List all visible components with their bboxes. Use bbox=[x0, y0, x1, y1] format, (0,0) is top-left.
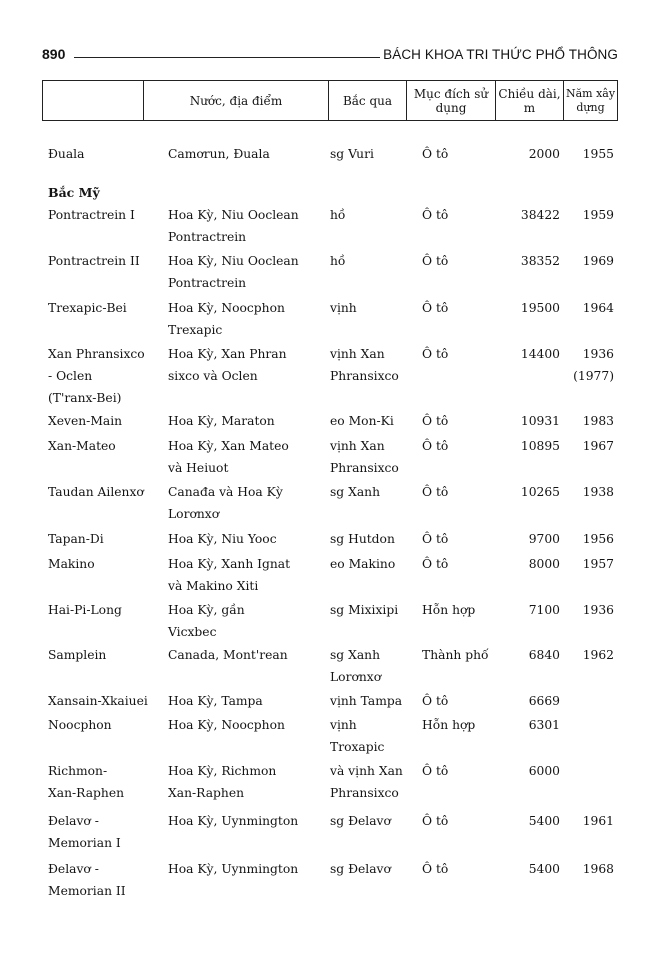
cell-length bbox=[529, 553, 560, 575]
cell-length bbox=[521, 297, 560, 319]
cell-length-line: 10931 bbox=[520, 414, 560, 428]
cell-year-line: (1977) bbox=[573, 369, 614, 383]
cell-name bbox=[48, 250, 140, 272]
cell-over-line: Lorơnxơ bbox=[330, 670, 382, 684]
cell-year bbox=[583, 143, 614, 165]
cell-length-line: 5400 bbox=[528, 814, 560, 828]
cell-year bbox=[583, 599, 614, 621]
cell-over-line: vịnh bbox=[330, 718, 357, 732]
cell-year-line: 1968 bbox=[582, 862, 614, 876]
cell-year bbox=[583, 204, 614, 226]
cell-over-line: sg Xanh bbox=[330, 485, 381, 499]
cell-name-line: Xan-Mateo bbox=[48, 439, 116, 453]
cell-place bbox=[168, 481, 283, 525]
cell-place-line: Lorơnxơ bbox=[168, 507, 220, 521]
cell-use-line: Hỗn hợp bbox=[422, 603, 476, 617]
cell-year-line: 1936 bbox=[582, 603, 614, 617]
cell-length bbox=[529, 599, 560, 621]
cell-length bbox=[521, 435, 560, 457]
cell-use bbox=[422, 410, 448, 432]
cell-use-line: Ô tô bbox=[422, 557, 449, 571]
column-header-year: Năm xây dựng bbox=[563, 81, 617, 120]
cell-length-line: 6000 bbox=[528, 764, 560, 778]
cell-year-line: 1967 bbox=[582, 439, 614, 453]
cell-over-line: sg Mixixipi bbox=[330, 603, 399, 617]
cell-length bbox=[529, 858, 560, 880]
cell-place-line: Trexapic bbox=[168, 323, 223, 337]
cell-over bbox=[330, 599, 398, 621]
cell-over-line: vịnh Tampa bbox=[330, 694, 403, 708]
cell-place bbox=[168, 599, 245, 643]
cell-length bbox=[521, 410, 560, 432]
cell-over-line: hồ bbox=[330, 254, 346, 268]
cell-name bbox=[48, 690, 148, 712]
cell-name-line: Hai-Pi-Long bbox=[48, 603, 122, 617]
cell-length bbox=[529, 760, 560, 782]
cell-place-line: Hoa Kỳ, Xanh Ignat bbox=[168, 557, 291, 571]
cell-name-line: (T'ranx-Bei) bbox=[48, 391, 122, 405]
cell-use-line: Ô tô bbox=[422, 254, 449, 268]
cell-use bbox=[422, 435, 448, 457]
cell-place bbox=[168, 644, 288, 666]
cell-over bbox=[330, 481, 380, 503]
cell-length-line: 8000 bbox=[528, 557, 560, 571]
cell-length bbox=[529, 810, 560, 832]
cell-name-line: Pontractrein II bbox=[48, 254, 140, 268]
cell-place-line: và Makino Xiti bbox=[168, 579, 259, 593]
cell-name-line: Xeven-Main bbox=[48, 414, 123, 428]
cell-over bbox=[330, 204, 345, 226]
cell-over-line: hồ bbox=[330, 208, 346, 222]
cell-use-line: Thành phố bbox=[422, 648, 489, 662]
cell-over bbox=[330, 690, 402, 712]
cell-place bbox=[168, 810, 298, 832]
cell-length bbox=[521, 343, 560, 365]
cell-use-line: Ô tô bbox=[422, 301, 449, 315]
cell-place-line: Hoa Kỳ, Niu Yooc bbox=[168, 532, 277, 546]
book-title: BÁCH KHOA TRI THỨC PHỔ THÔNG bbox=[383, 47, 618, 62]
cell-year bbox=[583, 858, 614, 880]
cell-year-line: 1938 bbox=[582, 485, 614, 499]
cell-name-line: Xansain-Xkaiuei bbox=[48, 694, 148, 708]
cell-name-line: Trexapic-Bei bbox=[48, 301, 127, 315]
cell-length-line: 6669 bbox=[528, 694, 560, 708]
cell-over-line: eo Mon-Ki bbox=[330, 414, 394, 428]
cell-name-line: Xan Phransixco bbox=[48, 347, 145, 361]
cell-year bbox=[583, 553, 614, 575]
page-number: 890 bbox=[42, 46, 66, 62]
cell-year bbox=[583, 250, 614, 272]
cell-name-line: Noocphon bbox=[48, 718, 112, 732]
cell-length-line: 6840 bbox=[528, 648, 560, 662]
cell-length-line: 19500 bbox=[520, 301, 560, 315]
cell-over-line: sg Đelavơ bbox=[330, 862, 391, 876]
cell-place bbox=[168, 204, 299, 248]
cell-name bbox=[48, 435, 116, 457]
cell-length-line: 2000 bbox=[528, 147, 560, 161]
cell-name bbox=[48, 599, 122, 621]
cell-name bbox=[48, 204, 135, 226]
cell-year bbox=[583, 644, 614, 666]
cell-name bbox=[48, 644, 106, 666]
cell-over-line: vịnh bbox=[330, 301, 357, 315]
cell-place-line: Hoa Kỳ, Uynmington bbox=[168, 814, 299, 828]
cell-over bbox=[330, 714, 384, 758]
cell-year-line: 1983 bbox=[582, 414, 614, 428]
cell-length-line: 10895 bbox=[520, 439, 560, 453]
cell-over-line: sg Đelavơ bbox=[330, 814, 391, 828]
cell-name-line: Đelavơ - bbox=[48, 814, 99, 828]
cell-over bbox=[330, 810, 391, 832]
cell-use bbox=[422, 143, 448, 165]
cell-name-line: Đelavơ - bbox=[48, 862, 99, 876]
cell-name-line: Pontractrein I bbox=[48, 208, 135, 222]
cell-use-line: Ô tô bbox=[422, 764, 449, 778]
cell-name-line: Richmon- bbox=[48, 764, 108, 778]
cell-over-line: sg Vuri bbox=[330, 147, 374, 161]
cell-place-line: Hoa Kỳ, Maraton bbox=[168, 414, 275, 428]
cell-length-line: 38352 bbox=[520, 254, 560, 268]
cell-over bbox=[330, 250, 345, 272]
cell-year-line: 1936 bbox=[582, 347, 614, 361]
cell-over-line: Phransixco bbox=[330, 369, 399, 383]
cell-over-line: vịnh Xan bbox=[330, 439, 385, 453]
cell-use bbox=[422, 644, 489, 666]
cell-name bbox=[48, 810, 121, 854]
cell-use bbox=[422, 714, 475, 736]
cell-year bbox=[583, 810, 614, 832]
cell-use bbox=[422, 204, 448, 226]
cell-place-line: Hoa Kỳ, Noocphon bbox=[168, 301, 285, 315]
page-header bbox=[42, 46, 618, 66]
cell-place-line: Vicxbec bbox=[168, 625, 217, 639]
cell-place-line: Pontractrein bbox=[168, 230, 247, 244]
cell-place bbox=[168, 410, 275, 432]
cell-name bbox=[48, 553, 95, 575]
cell-place bbox=[168, 250, 299, 294]
cell-length-line: 6301 bbox=[528, 718, 560, 732]
cell-place-line: Hoa Kỳ, Tampa bbox=[168, 694, 263, 708]
cell-over bbox=[330, 410, 394, 432]
cell-place bbox=[168, 528, 277, 550]
cell-year bbox=[583, 297, 614, 319]
cell-length bbox=[521, 250, 560, 272]
cell-place bbox=[168, 435, 289, 479]
table-header bbox=[42, 80, 618, 121]
cell-use-line: Ô tô bbox=[422, 532, 449, 546]
cell-length-line: 10265 bbox=[520, 485, 560, 499]
cell-name bbox=[48, 343, 145, 409]
cell-year bbox=[583, 481, 614, 503]
cell-over-line: Phransixco bbox=[330, 786, 399, 800]
cell-use-line: Ô tô bbox=[422, 147, 449, 161]
cell-use bbox=[422, 528, 448, 550]
cell-place bbox=[168, 553, 290, 597]
cell-length bbox=[521, 204, 560, 226]
cell-place bbox=[168, 343, 287, 387]
cell-length-line: 5400 bbox=[528, 862, 560, 876]
cell-place-line: Pontractrein bbox=[168, 276, 247, 290]
cell-place-line: Camơrun, Đuala bbox=[168, 147, 270, 161]
cell-length bbox=[529, 644, 560, 666]
cell-use bbox=[422, 690, 448, 712]
cell-over bbox=[330, 435, 399, 479]
column-header-place: Nước, địa điểm bbox=[143, 81, 328, 120]
cell-use-line: Ô tô bbox=[422, 694, 449, 708]
cell-use bbox=[422, 297, 448, 319]
cell-use bbox=[422, 858, 448, 880]
cell-name bbox=[48, 481, 144, 503]
cell-over-line: Troxapic bbox=[330, 740, 385, 754]
cell-use-line: Hỗn hợp bbox=[422, 718, 476, 732]
cell-place-line: Hoa Kỳ, Xan Phran bbox=[168, 347, 287, 361]
cell-name bbox=[48, 858, 126, 902]
cell-place bbox=[168, 858, 298, 880]
header-rule bbox=[74, 57, 380, 58]
cell-place-line: Canađa và Hoa Kỳ bbox=[168, 485, 283, 499]
column-header-name bbox=[43, 81, 143, 120]
cell-place bbox=[168, 760, 276, 804]
section-heading: Bắc Mỹ bbox=[48, 185, 100, 200]
cell-length bbox=[529, 714, 560, 736]
cell-use bbox=[422, 481, 448, 503]
cell-place-line: và Heiuot bbox=[168, 461, 229, 475]
cell-place-line: sixco và Oclen bbox=[168, 369, 258, 383]
cell-place-line: Xan-Raphen bbox=[168, 786, 245, 800]
column-header-length: Chiều dài, m bbox=[495, 81, 563, 120]
cell-length-line: 14400 bbox=[520, 347, 560, 361]
cell-over-line: và vịnh Xan bbox=[330, 764, 403, 778]
cell-use bbox=[422, 760, 448, 782]
cell-name bbox=[48, 714, 112, 736]
cell-over bbox=[330, 528, 395, 550]
cell-use bbox=[422, 599, 475, 621]
cell-use-line: Ô tô bbox=[422, 814, 449, 828]
cell-place bbox=[168, 297, 285, 341]
cell-place bbox=[168, 143, 270, 165]
cell-place-line: Hoa Kỳ, Noocphon bbox=[168, 718, 285, 732]
cell-over bbox=[330, 760, 403, 804]
cell-use-line: Ô tô bbox=[422, 414, 449, 428]
cell-length-line: 9700 bbox=[528, 532, 560, 546]
cell-name bbox=[48, 528, 104, 550]
column-header-over: Bắc qua bbox=[328, 81, 406, 120]
cell-year-line: 1957 bbox=[582, 557, 614, 571]
cell-over bbox=[330, 553, 395, 575]
cell-name-line: Tapan-Di bbox=[48, 532, 104, 546]
cell-use-line: Ô tô bbox=[422, 439, 449, 453]
cell-name bbox=[48, 143, 84, 165]
cell-place-line: Hoa Kỳ, Richmon bbox=[168, 764, 277, 778]
cell-length-line: 7100 bbox=[528, 603, 560, 617]
cell-use bbox=[422, 810, 448, 832]
cell-use-line: Ô tô bbox=[422, 862, 449, 876]
cell-over bbox=[330, 644, 381, 688]
cell-place-line: Hoa Kỳ, Niu Ooclean bbox=[168, 254, 299, 268]
cell-place bbox=[168, 690, 263, 712]
cell-use bbox=[422, 250, 448, 272]
cell-length bbox=[529, 690, 560, 712]
cell-name-line: Makino bbox=[48, 557, 95, 571]
cell-name bbox=[48, 410, 122, 432]
cell-over-line: eo Makino bbox=[330, 557, 396, 571]
cell-use-line: Ô tô bbox=[422, 208, 449, 222]
cell-over bbox=[330, 143, 374, 165]
cell-name-line: Taudan Ailenxơ bbox=[48, 485, 144, 499]
column-header-use: Mục đích sử dụng bbox=[406, 81, 495, 120]
cell-over bbox=[330, 297, 357, 319]
cell-year bbox=[573, 343, 614, 387]
cell-name-line: Đuala bbox=[48, 147, 85, 161]
cell-length bbox=[529, 528, 560, 550]
cell-over-line: sg Xanh bbox=[330, 648, 381, 662]
cell-year-line: 1961 bbox=[582, 814, 614, 828]
cell-place-line: Hoa Kỳ, Niu Ooclean bbox=[168, 208, 299, 222]
cell-use-line: Ô tô bbox=[422, 347, 449, 361]
cell-year bbox=[583, 528, 614, 550]
cell-name-line: Samplein bbox=[48, 648, 107, 662]
cell-over bbox=[330, 343, 399, 387]
cell-over-line: sg Hutdon bbox=[330, 532, 395, 546]
cell-name-line: Memorian II bbox=[48, 884, 126, 898]
cell-name-line: - Oclen bbox=[48, 369, 93, 383]
cell-year-line: 1955 bbox=[582, 147, 614, 161]
cell-place-line: Hoa Kỳ, Uynmington bbox=[168, 862, 299, 876]
cell-name-line: Memorian I bbox=[48, 836, 121, 850]
cell-use-line: Ô tô bbox=[422, 485, 449, 499]
cell-name bbox=[48, 760, 124, 804]
cell-place bbox=[168, 714, 285, 736]
cell-year-line: 1962 bbox=[582, 648, 614, 662]
cell-name bbox=[48, 297, 127, 319]
cell-length bbox=[521, 481, 560, 503]
cell-year-line: 1969 bbox=[582, 254, 614, 268]
cell-year bbox=[583, 435, 614, 457]
cell-year-line: 1956 bbox=[582, 532, 614, 546]
cell-place-line: Canada, Mont'rean bbox=[168, 648, 288, 662]
cell-over bbox=[330, 858, 391, 880]
cell-use bbox=[422, 343, 448, 365]
cell-length-line: 38422 bbox=[520, 208, 560, 222]
cell-year-line: 1959 bbox=[582, 208, 614, 222]
cell-year bbox=[583, 410, 614, 432]
cell-place-line: Hoa Kỳ, Xan Mateo bbox=[168, 439, 289, 453]
cell-over-line: vịnh Xan bbox=[330, 347, 385, 361]
cell-over-line: Phransixco bbox=[330, 461, 399, 475]
cell-place-line: Hoa Kỳ, gần bbox=[168, 603, 245, 617]
cell-name-line: Xan-Raphen bbox=[48, 786, 125, 800]
cell-use bbox=[422, 553, 448, 575]
cell-year-line: 1964 bbox=[582, 301, 614, 315]
cell-length bbox=[529, 143, 560, 165]
